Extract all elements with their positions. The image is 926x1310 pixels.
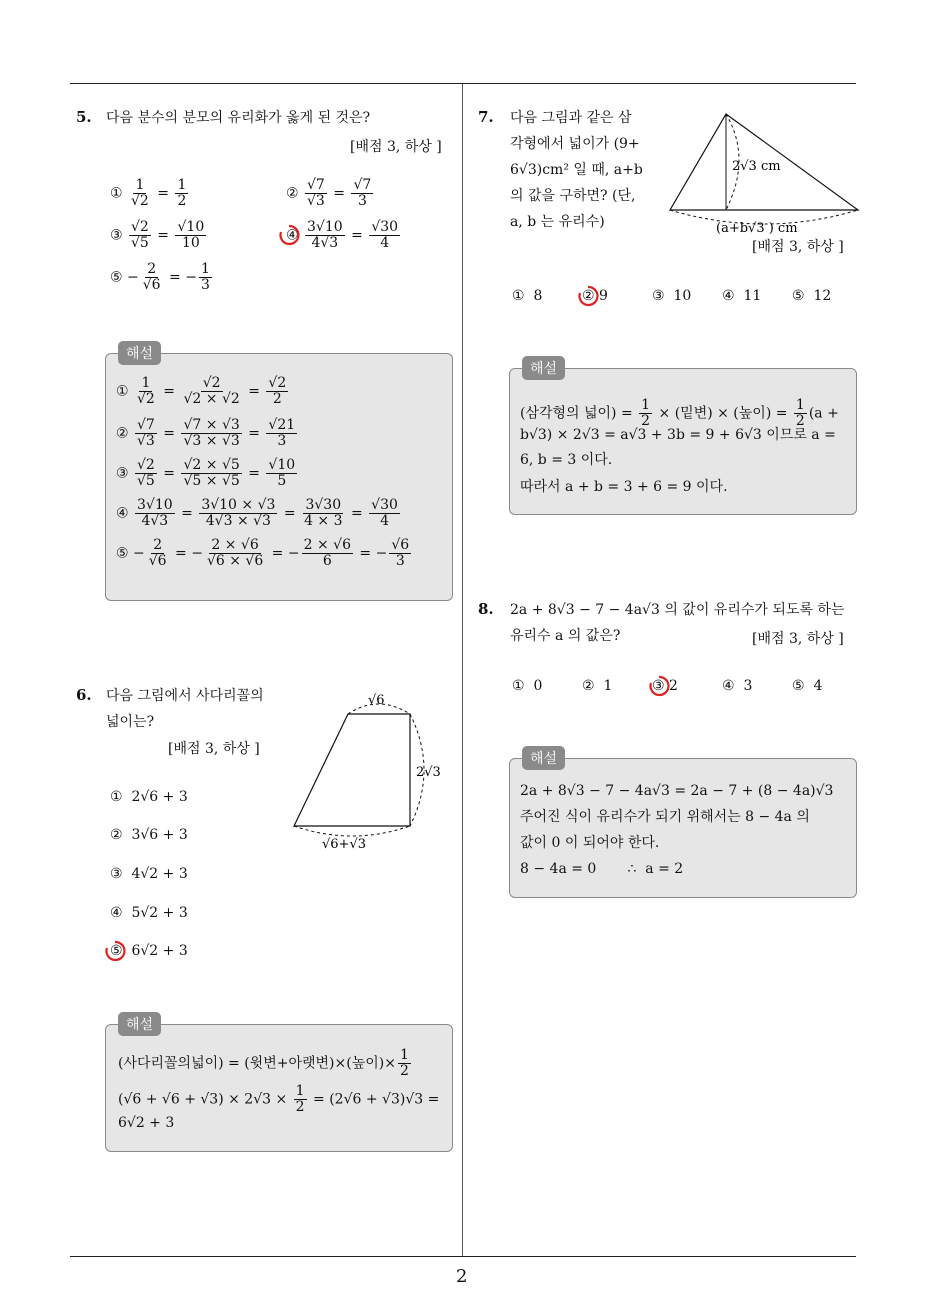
choice-mark: ②: [286, 185, 299, 202]
choice-3[interactable]: ③ 2: [652, 678, 678, 694]
points-label: [배점 3, 하상 ]: [350, 139, 442, 155]
choice-mark: ④: [286, 227, 299, 244]
solution-line: 6√2 + 3: [118, 1115, 175, 1131]
choice-5[interactable]: ⑤ 6√2 + 3: [110, 943, 188, 959]
choice-5[interactable]: ⑤ − $\frac{2}{√6}$ = − $\frac{1}{3}$: [110, 261, 210, 293]
choice-1[interactable]: ① $\frac{1}{√2}$ = $\frac{1}{2}$: [110, 177, 187, 209]
question-number: 8.: [478, 600, 494, 618]
question-text-line: a, b 는 유리수): [510, 214, 605, 230]
solution-line: (삼각형의 넓이) = $\frac{1}{2}$ × (밑변) × (높이) = $\frac{1}{2}$ (a +: [520, 397, 839, 429]
choice-mark: ③: [110, 227, 123, 244]
choice-3[interactable]: ③ 10: [652, 288, 692, 304]
solution-tag: 해설: [522, 356, 565, 380]
question-text: 유리수 a 의 값은?: [510, 628, 621, 644]
choice-5[interactable]: ⑤ 12: [792, 288, 832, 304]
figure-label-base: (a+b√3 ) cm: [716, 221, 798, 236]
choice-4[interactable]: ④ 11: [722, 288, 762, 304]
column-divider: [462, 84, 463, 1257]
choice-2[interactable]: ② 9: [582, 288, 608, 304]
choice-1[interactable]: ① 2√6 + 3: [110, 789, 188, 805]
answer-circle-icon: [577, 285, 599, 307]
triangle-figure: [664, 108, 864, 238]
choice-3[interactable]: ③ 4√2 + 3: [110, 866, 188, 882]
question-number: 6.: [76, 686, 92, 704]
solution-line: 따라서 a + b = 3 + 6 = 9 이다.: [520, 479, 728, 495]
choice-mark: ①: [110, 185, 123, 202]
trapezoid-figure: [288, 684, 458, 854]
question-text-line: 다음 그림과 같은 삼: [510, 110, 632, 126]
choice-5[interactable]: ⑤ 4: [792, 678, 823, 694]
solution-line: 주어진 식이 유리수가 되기 위해서는 8 − 4a 의: [520, 809, 810, 825]
question-number: 5.: [76, 108, 92, 126]
choice-2[interactable]: ② 1: [582, 678, 613, 694]
solution-line: 8 − 4a = 0 ∴ a = 2: [520, 861, 684, 877]
points-label: [배점 3, 하상 ]: [168, 741, 260, 757]
solution-line: 값이 0 이 되어야 한다.: [520, 835, 660, 851]
choice-4[interactable]: ④ $\frac{3√10}{4√3}$ = $\frac{√30}{4}$: [286, 219, 399, 251]
solution-line: (사다리꼴의넓이) = (윗변+아랫변)×(높이)× $\frac{1}{2}$: [118, 1047, 409, 1079]
top-rule: [70, 83, 856, 84]
points-label: [배점 3, 하상 ]: [752, 239, 844, 255]
choice-2[interactable]: ② $\frac{√7}{√3}$ = $\frac{√7}{3}$: [286, 177, 372, 209]
solution-line: ④ $\frac{3√10}{4√3}$ = $\frac{3√10 \times √3}{4√3 \times √3}$ = $\frac{3√30}{4 \times 3}$ = $\frac{√30}{4}$: [116, 497, 398, 529]
solution-line: ⑤ − $\frac{2}{√6}$ = − $\frac{2 \times √6}{√6 \times √6}$ = − $\frac{2 \times √6}{6}$ = − $\frac{√6}{3}$: [116, 537, 410, 569]
choice-1[interactable]: ① 8: [512, 288, 543, 304]
question-text-line: 의 값을 구하면? (단,: [510, 188, 636, 204]
figure-label-right: 2√3: [416, 765, 441, 780]
figure-label-top: √6: [368, 693, 385, 708]
points-label: [배점 3, 하상 ]: [752, 631, 844, 647]
solution-line: 2a + 8√3 − 7 − 4a√3 = 2a − 7 + (8 − 4a)√3: [520, 783, 834, 799]
choice-mark: ⑤: [110, 269, 123, 286]
solution-line: (√6 + √6 + √3) × 2√3 × $\frac{1}{2}$ = (2√6 + √3)√3 =: [118, 1083, 440, 1115]
answer-circle-icon: [648, 675, 670, 697]
question-text: 다음 분수의 분모의 유리화가 옳게 된 것은?: [106, 110, 371, 126]
answer-circle-icon: [104, 940, 126, 962]
page-number: 2: [456, 1266, 468, 1287]
figure-label-bottom: √6+√3: [322, 837, 367, 852]
solution-tag: 해설: [118, 341, 161, 365]
solution-line: b√3) × 2√3 = a√3 + 3b = 9 + 6√3 이므로 a =: [520, 427, 836, 443]
figure-label-height: 2√3 cm: [732, 159, 781, 174]
bottom-rule: [70, 1256, 856, 1257]
question-text: 다음 그림에서 사다리꼴의: [106, 688, 264, 704]
question-text-line: 6√3)cm² 일 때, a+b: [510, 162, 643, 178]
answer-circle-icon: [278, 224, 300, 246]
question-text-line: 각형에서 넓이가 (9+: [510, 136, 640, 152]
choice-3[interactable]: ③ $\frac{√2}{√5}$ = $\frac{√10}{10}$: [110, 219, 205, 251]
choice-4[interactable]: ④ 3: [722, 678, 753, 694]
choice-1[interactable]: ① 0: [512, 678, 543, 694]
solution-line: ③ $\frac{√2}{√5}$ = $\frac{√2 \times √5}{√5 \times √5}$ = $\frac{√10}{5}$: [116, 457, 296, 489]
choice-4[interactable]: ④ 5√2 + 3: [110, 905, 188, 921]
question-text: 넓이는?: [106, 714, 155, 730]
solution-tag: 해설: [522, 746, 565, 770]
solution-line: 6, b = 3 이다.: [520, 452, 613, 468]
question-text: 2a + 8√3 − 7 − 4a√3 의 값이 유리수가 되도록 하는: [510, 602, 845, 618]
solution-line: ② $\frac{√7}{√3}$ = $\frac{√7 \times √3}{√3 \times √3}$ = $\frac{√21}{3}$: [116, 417, 296, 449]
choice-2[interactable]: ② 3√6 + 3: [110, 827, 188, 843]
solution-line: ① $\frac{1}{√2}$ = $\frac{√2}{√2 \times √2}$ = $\frac{√2}{2}$: [116, 375, 287, 407]
solution-tag: 해설: [118, 1012, 161, 1036]
question-number: 7.: [478, 108, 494, 126]
